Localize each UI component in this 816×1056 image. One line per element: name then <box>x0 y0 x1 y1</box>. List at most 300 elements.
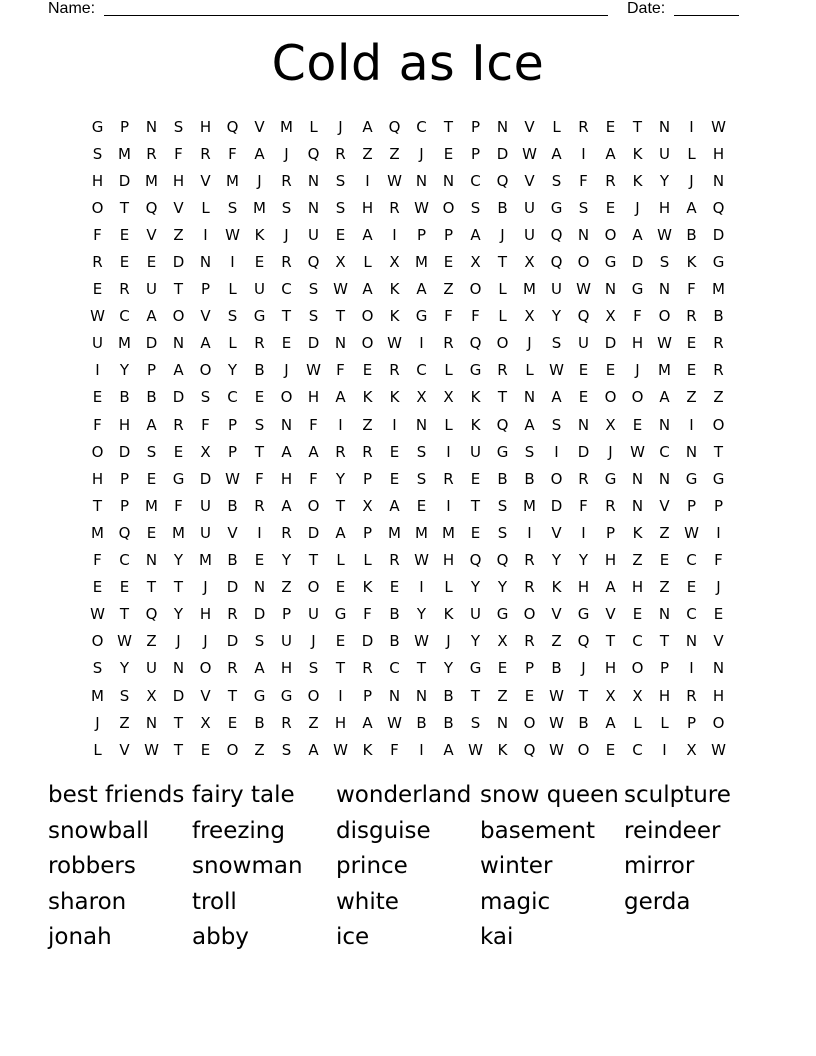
grid-letter: Y <box>551 307 562 326</box>
grid-letter: N <box>712 659 725 678</box>
grid-letter: P <box>362 686 373 705</box>
grid-letter: E <box>227 713 238 732</box>
grid-letter: X <box>362 496 373 515</box>
grid-letter: G <box>604 469 617 488</box>
grid-letter: D <box>226 632 239 651</box>
grid-letter: S <box>524 442 535 461</box>
grid-row <box>84 655 732 682</box>
grid-letter: E <box>119 225 130 244</box>
grid-row <box>84 330 732 357</box>
grid-letter: L <box>363 551 372 570</box>
grid-letter: D <box>172 388 185 407</box>
grid-letter: E <box>254 388 265 407</box>
grid-letter: W <box>90 307 105 326</box>
grid-letter: H <box>658 198 671 217</box>
grid-letter: O <box>631 659 644 678</box>
grid-letter: F <box>579 171 588 190</box>
grid-letter: N <box>415 171 428 190</box>
word-bank-item: ice <box>336 924 370 951</box>
grid-letter: A <box>443 740 454 759</box>
grid-letter: R <box>605 171 616 190</box>
grid-letter: F <box>174 144 183 163</box>
grid-letter: R <box>227 605 238 624</box>
grid-letter: E <box>659 551 670 570</box>
grid-letter: G <box>604 253 617 272</box>
grid-letter: K <box>686 253 697 272</box>
word-bank-item: fairy tale <box>192 782 295 808</box>
grid-letter: T <box>470 496 481 515</box>
grid-letter: R <box>524 632 535 651</box>
grid-letter: Q <box>307 144 320 163</box>
grid-letter: I <box>230 253 235 272</box>
grid-letter: E <box>335 632 346 651</box>
grid-letter: X <box>605 307 616 326</box>
grid-letter: C <box>686 605 697 624</box>
grid-letter: Y <box>335 469 346 488</box>
grid-letter: P <box>686 496 697 515</box>
word-bank-item: sharon <box>48 888 127 915</box>
grid-letter: M <box>145 496 158 515</box>
grid-letter: S <box>281 740 292 759</box>
grid-letter: H <box>172 171 185 190</box>
grid-letter: D <box>496 144 509 163</box>
grid-letter: Z <box>713 388 724 407</box>
grid-letter: A <box>335 523 346 542</box>
grid-letter: X <box>389 253 400 272</box>
grid-letter: M <box>442 523 455 542</box>
word-bank-item: troll <box>192 888 237 915</box>
date-blank-line[interactable] <box>674 15 739 16</box>
grid-letter: K <box>389 307 400 326</box>
grid-letter: C <box>119 307 130 326</box>
grid-letter: E <box>497 659 508 678</box>
grid-letter: G <box>496 442 509 461</box>
grid-letter: P <box>524 659 535 678</box>
grid-letter: E <box>632 415 643 434</box>
grid-letter: A <box>659 388 670 407</box>
grid-letter: I <box>581 523 586 542</box>
grid-letter: E <box>524 686 535 705</box>
grid-letter: Q <box>145 198 158 217</box>
grid-letter: E <box>686 578 697 597</box>
grid-letter: N <box>523 388 536 407</box>
grid-letter: T <box>713 442 724 461</box>
grid-letter: M <box>523 280 536 299</box>
grid-letter: V <box>173 198 184 217</box>
grid-letter: W <box>117 632 132 651</box>
grid-letter: C <box>470 171 481 190</box>
grid-letter: G <box>172 469 185 488</box>
grid-letter: W <box>522 144 537 163</box>
word-bank-item: gerda <box>624 888 691 915</box>
grid-letter: R <box>389 198 400 217</box>
grid-letter: V <box>227 523 238 542</box>
grid-letter: I <box>365 171 370 190</box>
grid-letter: I <box>689 659 694 678</box>
grid-letter: C <box>632 740 643 759</box>
grid-letter: P <box>470 117 481 136</box>
grid-letter: F <box>444 307 453 326</box>
grid-letter: L <box>363 253 372 272</box>
grid-letter: W <box>144 740 159 759</box>
grid-letter: G <box>496 605 509 624</box>
grid-letter: B <box>254 361 265 380</box>
grid-letter: W <box>711 740 726 759</box>
grid-letter: A <box>632 225 643 244</box>
word-bank-item: jonah <box>48 924 112 951</box>
grid-letter: A <box>254 659 265 678</box>
grid-letter: S <box>659 253 670 272</box>
grid-letter: U <box>470 605 481 624</box>
name-blank-line[interactable] <box>104 15 608 16</box>
grid-letter: Y <box>281 551 292 570</box>
grid-letter: O <box>523 713 536 732</box>
grid-letter: H <box>361 198 374 217</box>
grid-letter: P <box>416 225 427 244</box>
grid-letter: K <box>389 280 400 299</box>
grid-letter: S <box>578 198 589 217</box>
grid-letter: N <box>145 713 158 732</box>
grid-letter: E <box>92 280 103 299</box>
grid-letter: O <box>280 388 293 407</box>
grid-letter: Q <box>145 605 158 624</box>
grid-letter: T <box>227 686 238 705</box>
date-label: Date: <box>627 0 666 17</box>
grid-letter: O <box>199 659 212 678</box>
grid-letter: L <box>228 280 237 299</box>
grid-letter: Z <box>551 632 562 651</box>
grid-row <box>84 601 732 628</box>
grid-letter: Z <box>308 713 319 732</box>
grid-letter: J <box>257 171 262 190</box>
grid-letter: E <box>389 442 400 461</box>
grid-letter: E <box>389 469 400 488</box>
grid-letter: E <box>686 361 697 380</box>
grid-letter: Y <box>578 551 589 570</box>
grid-letter: R <box>281 171 292 190</box>
grid-letter: A <box>416 280 427 299</box>
grid-letter: M <box>145 171 158 190</box>
grid-letter: P <box>227 415 238 434</box>
grid-row <box>84 682 732 709</box>
grid-letter: N <box>388 686 401 705</box>
grid-letter: D <box>199 469 212 488</box>
grid-letter: N <box>658 280 671 299</box>
grid-letter: B <box>443 686 454 705</box>
grid-letter: I <box>257 523 262 542</box>
grid-letter: P <box>119 469 130 488</box>
grid-letter: X <box>686 740 697 759</box>
grid-letter: R <box>524 578 535 597</box>
grid-letter: M <box>658 361 671 380</box>
grid-letter: O <box>307 686 320 705</box>
grid-letter: B <box>686 225 697 244</box>
grid-letter: E <box>686 334 697 353</box>
grid-letter: K <box>362 578 373 597</box>
grid-letter: M <box>523 496 536 515</box>
grid-letter: I <box>203 225 208 244</box>
word-bank-item: kai <box>480 924 514 951</box>
grid-letter: N <box>307 198 320 217</box>
grid-letter: H <box>199 605 212 624</box>
grid-letter: B <box>146 388 157 407</box>
grid-letter: L <box>444 578 453 597</box>
grid-letter: S <box>254 632 265 651</box>
grid-letter: E <box>281 334 292 353</box>
grid-letter: T <box>119 198 130 217</box>
grid-letter: I <box>419 740 424 759</box>
grid-letter: E <box>578 388 589 407</box>
grid-letter: R <box>227 659 238 678</box>
grid-letter: E <box>713 605 724 624</box>
grid-letter: B <box>227 496 238 515</box>
grid-letter: D <box>604 334 617 353</box>
grid-letter: L <box>633 713 642 732</box>
grid-letter: G <box>415 307 428 326</box>
grid-row <box>84 357 732 384</box>
grid-letter: R <box>524 551 535 570</box>
grid-letter: S <box>335 198 346 217</box>
grid-letter: O <box>712 713 725 732</box>
grid-letter: A <box>605 713 616 732</box>
grid-letter: A <box>146 415 157 434</box>
grid-letter: A <box>335 388 346 407</box>
grid-letter: D <box>307 523 320 542</box>
grid-row <box>84 736 732 763</box>
grid-letter: Z <box>389 144 400 163</box>
grid-letter: H <box>631 334 644 353</box>
grid-letter: W <box>414 551 429 570</box>
grid-letter: A <box>551 144 562 163</box>
grid-letter: J <box>284 225 289 244</box>
grid-row <box>84 438 732 465</box>
grid-letter: Z <box>173 225 184 244</box>
grid-letter: N <box>307 171 320 190</box>
grid-letter: O <box>307 578 320 597</box>
grid-letter: M <box>388 523 401 542</box>
grid-letter: S <box>551 171 562 190</box>
grid-letter: J <box>284 144 289 163</box>
grid-letter: R <box>443 469 454 488</box>
grid-letter: M <box>415 523 428 542</box>
grid-letter: T <box>173 578 184 597</box>
grid-letter: V <box>119 740 130 759</box>
grid-letter: U <box>308 225 319 244</box>
grid-letter: W <box>549 361 564 380</box>
grid-letter: A <box>605 578 616 597</box>
grid-letter: O <box>361 307 374 326</box>
grid-letter: J <box>419 144 424 163</box>
grid-letter: S <box>416 469 427 488</box>
grid-letter: F <box>687 280 696 299</box>
grid-letter: T <box>146 578 157 597</box>
grid-letter: V <box>605 605 616 624</box>
word-bank-item: white <box>336 888 399 915</box>
grid-letter: B <box>551 659 562 678</box>
grid-letter: F <box>201 415 210 434</box>
grid-letter: P <box>362 469 373 488</box>
grid-letter: T <box>92 496 103 515</box>
grid-letter: O <box>631 388 644 407</box>
grid-letter: K <box>632 171 643 190</box>
grid-letter: I <box>419 334 424 353</box>
grid-letter: Z <box>362 144 373 163</box>
word-bank-item: magic <box>480 888 551 915</box>
grid-letter: J <box>338 117 343 136</box>
grid-letter: I <box>419 578 424 597</box>
grid-row <box>84 276 732 303</box>
grid-letter: E <box>173 442 184 461</box>
grid-letter: F <box>255 469 264 488</box>
grid-letter: S <box>308 307 319 326</box>
grid-letter: T <box>335 307 346 326</box>
grid-letter: Y <box>227 361 238 380</box>
grid-letter: B <box>416 713 427 732</box>
grid-letter: F <box>390 740 399 759</box>
grid-letter: U <box>551 280 562 299</box>
grid-letter: E <box>632 605 643 624</box>
grid-letter: D <box>118 171 131 190</box>
grid-letter: D <box>118 442 131 461</box>
grid-letter: Y <box>119 361 130 380</box>
grid-letter: C <box>632 632 643 651</box>
grid-letter: W <box>576 280 591 299</box>
grid-letter: N <box>712 171 725 190</box>
grid-letter: C <box>281 280 292 299</box>
grid-letter: J <box>446 632 451 651</box>
grid-letter: T <box>443 117 454 136</box>
grid-letter: L <box>660 713 669 732</box>
grid-letter: W <box>225 225 240 244</box>
grid-letter: P <box>119 496 130 515</box>
grid-letter: S <box>470 713 481 732</box>
grid-letter: W <box>387 171 402 190</box>
grid-letter: B <box>578 713 589 732</box>
grid-row <box>84 194 732 221</box>
grid-letter: Z <box>659 523 670 542</box>
grid-letter: M <box>415 253 428 272</box>
grid-letter: L <box>201 198 210 217</box>
grid-letter: I <box>554 442 559 461</box>
grid-letter: H <box>280 659 293 678</box>
grid-letter: U <box>524 198 535 217</box>
grid-letter: I <box>662 740 667 759</box>
grid-letter: O <box>577 740 590 759</box>
grid-letter: N <box>280 415 293 434</box>
grid-letter: J <box>608 442 613 461</box>
grid-letter: E <box>254 551 265 570</box>
grid-letter: Q <box>523 740 536 759</box>
grid-letter: P <box>686 713 697 732</box>
grid-letter: X <box>524 253 535 272</box>
grid-letter: N <box>442 171 455 190</box>
grid-letter: E <box>362 361 373 380</box>
grid-letter: S <box>497 496 508 515</box>
grid-letter: N <box>253 578 266 597</box>
grid-letter: S <box>146 442 157 461</box>
grid-row <box>84 519 732 546</box>
grid-letter: E <box>119 253 130 272</box>
grid-letter: F <box>309 415 318 434</box>
grid-letter: E <box>389 578 400 597</box>
grid-letter: D <box>253 605 266 624</box>
grid-letter: L <box>687 144 696 163</box>
grid-letter: E <box>92 578 103 597</box>
grid-letter: W <box>684 523 699 542</box>
grid-letter: Y <box>470 632 481 651</box>
grid-letter: Y <box>659 171 670 190</box>
word-bank-item: mirror <box>624 853 695 880</box>
grid-letter: A <box>362 117 373 136</box>
grid-letter: T <box>173 740 184 759</box>
grid-letter: J <box>581 659 586 678</box>
grid-letter: K <box>362 388 373 407</box>
grid-letter: D <box>631 253 644 272</box>
word-bank-item: abby <box>192 924 249 951</box>
grid-letter: A <box>524 415 535 434</box>
grid-letter: E <box>605 117 616 136</box>
grid-letter: S <box>470 198 481 217</box>
grid-letter: I <box>446 442 451 461</box>
grid-letter: G <box>469 361 482 380</box>
grid-letter: N <box>577 225 590 244</box>
grid-letter: Z <box>632 551 643 570</box>
grid-letter: Q <box>496 415 509 434</box>
grid-letter: N <box>415 686 428 705</box>
grid-letter: W <box>711 117 726 136</box>
grid-letter: B <box>389 632 400 651</box>
grid-letter: X <box>146 686 157 705</box>
grid-letter: V <box>659 496 670 515</box>
grid-letter: U <box>146 659 157 678</box>
grid-letter: N <box>658 605 671 624</box>
word-bank-item: best friends <box>48 782 185 808</box>
grid-letter: T <box>632 117 643 136</box>
word-bank-item: sculpture <box>624 782 731 808</box>
grid-letter: P <box>470 144 481 163</box>
grid-letter: S <box>200 388 211 407</box>
grid-letter: L <box>336 551 345 570</box>
grid-letter: K <box>470 415 481 434</box>
grid-letter: Q <box>469 334 482 353</box>
grid-letter: P <box>227 442 238 461</box>
grid-letter: R <box>335 442 346 461</box>
grid-letter: E <box>416 496 427 515</box>
grid-letter: S <box>551 334 562 353</box>
word-bank-item: robbers <box>48 853 136 880</box>
grid-letter: A <box>308 740 319 759</box>
grid-letter: L <box>498 280 507 299</box>
grid-letter: B <box>389 605 400 624</box>
grid-letter: T <box>335 496 346 515</box>
grid-letter: S <box>254 415 265 434</box>
grid-letter: N <box>415 415 428 434</box>
grid-letter: U <box>659 144 670 163</box>
grid-letter: N <box>496 713 509 732</box>
grid-letter: U <box>254 280 265 299</box>
grid-letter: N <box>496 117 509 136</box>
grid-letter: H <box>712 686 725 705</box>
grid-letter: E <box>92 388 103 407</box>
grid-letter: V <box>200 686 211 705</box>
grid-letter: Z <box>254 740 265 759</box>
grid-letter: I <box>716 523 721 542</box>
grid-letter: Y <box>497 578 508 597</box>
grid-letter: Z <box>659 578 670 597</box>
grid-letter: X <box>524 307 535 326</box>
grid-letter: U <box>470 442 481 461</box>
grid-letter: H <box>334 713 347 732</box>
